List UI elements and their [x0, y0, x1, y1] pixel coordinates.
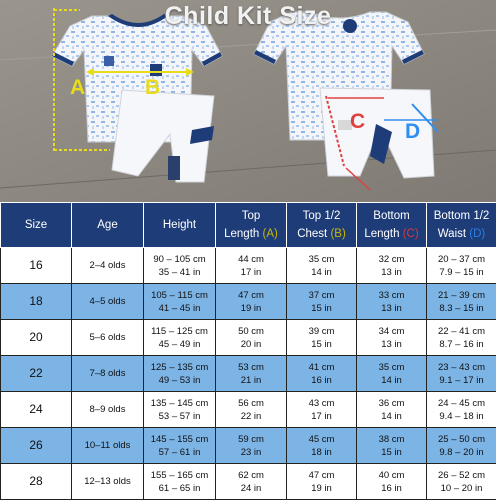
- bottom-length-cell: 33 cm 13 in: [357, 284, 427, 320]
- height-cell: 90 – 105 cm 35 – 41 in: [144, 248, 216, 284]
- height-cell: 115 – 125 cm 45 – 49 in: [144, 320, 216, 356]
- top-length-cell: 59 cm 23 in: [216, 428, 287, 464]
- age-cell: 5–6 olds: [72, 320, 144, 356]
- bottom-length-cell: 40 cm 16 in: [357, 464, 427, 500]
- bottom-length-cell: 36 cm 14 in: [357, 392, 427, 428]
- top-length-cell: 47 cm 19 in: [216, 284, 287, 320]
- chest-cell: 35 cm 14 in: [287, 248, 357, 284]
- waist-cell: 21 – 39 cm 8.3 – 15 in: [427, 284, 496, 320]
- size-cell: 18: [1, 284, 72, 320]
- bottom-length-cell: 38 cm 15 in: [357, 428, 427, 464]
- header-bottom-waist: Bottom 1/2 Waist (D): [427, 203, 496, 248]
- top-length-cell: 62 cm 24 in: [216, 464, 287, 500]
- measure-label-d: D: [405, 120, 421, 143]
- kit-photo: [0, 0, 496, 202]
- top-length-cell: 44 cm 17 in: [216, 248, 287, 284]
- size-table: [0, 202, 496, 500]
- chest-cell: 47 cm 19 in: [287, 464, 357, 500]
- chest-cell: 39 cm 15 in: [287, 320, 357, 356]
- measure-label-a: A: [70, 76, 86, 99]
- measure-label-c: C: [350, 110, 366, 133]
- table-row: [1, 464, 496, 500]
- table-row: [1, 428, 496, 464]
- top-length-cell: 50 cm 20 in: [216, 320, 287, 356]
- waist-cell: 23 – 43 cm 9.1 – 17 in: [427, 356, 496, 392]
- measure-label-b: B: [145, 76, 161, 99]
- table-row: [1, 392, 496, 428]
- header-top-length: Top Length (A): [216, 203, 287, 248]
- chest-cell: 41 cm 16 in: [287, 356, 357, 392]
- top-length-cell: 53 cm 21 in: [216, 356, 287, 392]
- top-length-cell: 56 cm 22 in: [216, 392, 287, 428]
- size-cell: 28: [1, 464, 72, 500]
- size-cell: 24: [1, 392, 72, 428]
- table-header-row: [1, 203, 496, 248]
- size-cell: 16: [1, 248, 72, 284]
- age-cell: 4–5 olds: [72, 284, 144, 320]
- bottom-length-cell: 32 cm 13 in: [357, 248, 427, 284]
- height-cell: 145 – 155 cm 57 – 61 in: [144, 428, 216, 464]
- waist-cell: 25 – 50 cm 9.8 – 20 in: [427, 428, 496, 464]
- chest-cell: 43 cm 17 in: [287, 392, 357, 428]
- age-cell: 7–8 olds: [72, 356, 144, 392]
- bottom-length-cell: 34 cm 13 in: [357, 320, 427, 356]
- waist-cell: 24 – 45 cm 9.4 – 18 in: [427, 392, 496, 428]
- height-cell: 135 – 145 cm 53 – 57 in: [144, 392, 216, 428]
- header-bottom-length: Bottom Length (C): [357, 203, 427, 248]
- waist-cell: 26 – 52 cm 10 – 20 in: [427, 464, 496, 500]
- height-cell: 155 – 165 cm 61 – 65 in: [144, 464, 216, 500]
- table-row: [1, 356, 496, 392]
- height-cell: 125 – 135 cm 49 – 53 in: [144, 356, 216, 392]
- age-cell: 10–11 olds: [72, 428, 144, 464]
- size-cell: 20: [1, 320, 72, 356]
- header-age: Age: [72, 203, 144, 248]
- age-cell: 2–4 olds: [72, 248, 144, 284]
- size-cell: 26: [1, 428, 72, 464]
- age-cell: 8–9 olds: [72, 392, 144, 428]
- height-cell: 105 – 115 cm 41 – 45 in: [144, 284, 216, 320]
- size-cell: 22: [1, 356, 72, 392]
- bottom-length-cell: 35 cm 14 in: [357, 356, 427, 392]
- table-row: [1, 248, 496, 284]
- chest-cell: 37 cm 15 in: [287, 284, 357, 320]
- age-cell: 12–13 olds: [72, 464, 144, 500]
- header-size: Size: [1, 203, 72, 248]
- header-top-chest: Top 1/2 Chest (B): [287, 203, 357, 248]
- table-row: [1, 320, 496, 356]
- waist-cell: 20 – 37 cm 7.9 – 15 in: [427, 248, 496, 284]
- table-row: [1, 284, 496, 320]
- chest-cell: 45 cm 18 in: [287, 428, 357, 464]
- header-height: Height: [144, 203, 216, 248]
- chart-title: Child Kit Size: [164, 2, 332, 30]
- waist-cell: 22 – 41 cm 8.7 – 16 in: [427, 320, 496, 356]
